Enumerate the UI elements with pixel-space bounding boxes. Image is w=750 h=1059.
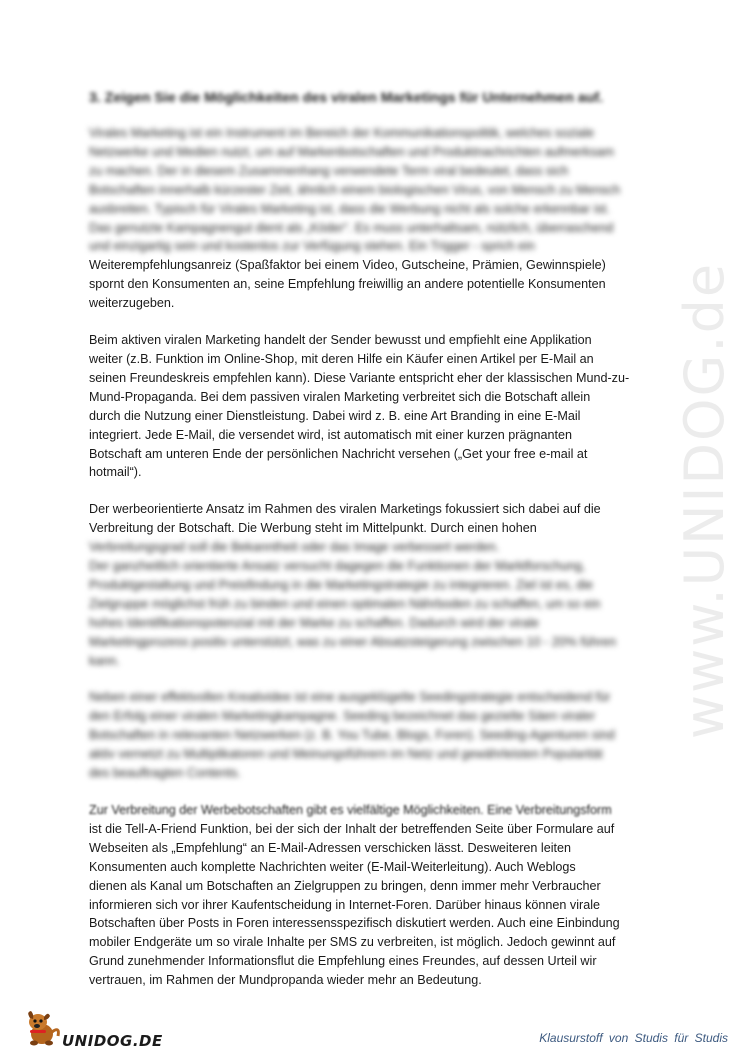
- text-line: Konsumenten auch komplette Nachrichten weiter (E-Mail-Weiterleitung). Auch Weblogs: [89, 859, 576, 874]
- text-line: weiterzugeben.: [89, 296, 175, 311]
- text-line: Marketingprozess positiv unterstützt, was zu einer Absatzsteigerung zwischen 10 - 20% führen: [89, 634, 617, 649]
- text-line: mobiler Endgeräte um so virale Inhalte per SMS zu verbreiten, ist möglich. Jedoch gewinnt auf: [89, 935, 616, 950]
- text-line: vertrauen, im Rahmen der Mundpropanda wieder mehr an Bedeutung.: [89, 973, 482, 988]
- paragraph-1: [89, 124, 655, 313]
- text-line: Mund-Propaganda. Bei dem passiven viralen Marketing verbreitet sich die Botschaft allein: [89, 389, 591, 404]
- text-line: Neben einer effektvollen Kreatividee ist eine ausgeklügelte Seedingstrategie entscheidend für: [89, 690, 611, 705]
- text-line: des beauftragten Contents.: [89, 766, 241, 781]
- watermark-text: www.UNIDOG.de: [673, 261, 737, 739]
- text-line: Verbreitungsgrad soll die Bekanntheit oder das Image verbessert werden.: [89, 540, 500, 555]
- logo-text: UNIDOG.DE: [62, 1032, 163, 1050]
- text-line: hohes Identifikationspotenzial mit der Marke zu schaffen. Dadurch wird der virale: [89, 615, 539, 630]
- text-line: zu machen. Der in diesem Zusammenhang verwendete Term viral bedeutet, dass sich: [89, 163, 569, 178]
- text-line: hotmail“).: [89, 465, 142, 480]
- text-line: den Erfolg einer viralen Marketingkampagne. Seeding bezeichnet das gezielte Säen viraler: [89, 709, 596, 724]
- paragraph-4: [89, 688, 655, 783]
- section-heading: 3. Zeigen Sie die Möglichkeiten des viralen Marketings für Unternehmen auf.: [89, 90, 604, 106]
- text-line: kann.: [89, 653, 120, 668]
- footer-slogan: Klausurstoff von Studis für Studis: [539, 1031, 728, 1045]
- text-line: Grund zunehmender Informationsflut die Empfehlung eines Freundes, auf dessen Urteil wir: [89, 954, 597, 969]
- paragraph-5: [89, 801, 655, 990]
- dog-icon: [22, 1008, 62, 1048]
- visible-text-block: [89, 256, 655, 313]
- text-line: integriert. Jede E-Mail, die versendet wird, ist automatisch mit einer kurzen prägnanten: [89, 427, 572, 442]
- text-line: Botschaften in relevanten Netzwerken (z. B. You Tube, Blogs, Foren). Seeding-Agenturen sind: [89, 728, 615, 743]
- visible-text-block: [89, 820, 655, 990]
- text-line: Der ganzheitlich orientierte Ansatz versucht dagegen die Funktionen der Marktforschung,: [89, 559, 586, 574]
- text-line: Botschaft am unteren Ende der persönlichen Nachricht versehen („Get your free e-mail at: [89, 446, 588, 461]
- text-line: Netzwerke und Medien nutzt, um auf Markenbotschaften und Produktnachrichten aufmerksam: [89, 144, 615, 159]
- text-line: Zielgruppe möglichst früh zu binden und einen optimalen Nährboden zu schaffen, um so ein: [89, 596, 601, 611]
- text-line: Webseiten als „Empfehlung“ an E-Mail-Adressen verschicken lässt. Desweiteren leiten: [89, 840, 572, 855]
- document-body: [89, 88, 655, 990]
- text-line: Produktgestaltung und Preisfindung in die Marketingstrategie zu integrieren. Ziel ist es, die: [89, 577, 594, 592]
- text-line: weiter (z.B. Funktion im Online-Shop, mit deren Hilfe ein Käufer einen Artikel per E-Mail an: [89, 351, 594, 366]
- text-line: und einzigartig sein und kostenlos zur Verfügung stehen. Ein Trigger - sprich ein: [89, 239, 535, 254]
- text-line: Virales Marketing ist ein Instrument im Bereich der Kommunikationspolitik, welches soziale: [89, 126, 595, 140]
- text-line: Beim aktiven viralen Marketing handelt der Sender bewusst und empfiehlt eine Applikation: [89, 333, 592, 348]
- text-line: informieren sich vor ihrer Kaufentscheidung in Internet-Foren. Darüber hinaus können virale: [89, 897, 601, 912]
- paragraph-3: [89, 500, 655, 670]
- text-line: Botschaften innerhalb kürzester Zeit, ähnlich einem biologischen Virus, von Mensch zu Mensch: [89, 182, 621, 197]
- text-line: Botschaften über Posts in Foren interessensspezifisch diskutiert werden. Auch eine Einbindung: [89, 916, 620, 931]
- text-line: dienen als Kanal um Botschaften an Zielgruppen zu bringen, denn immer mehr Verbraucher: [89, 878, 601, 893]
- text-line: ist die Tell-A-Friend Funktion, bei der sich der Inhalt der betreffenden Seite über Formulare auf: [89, 821, 615, 836]
- text-line: Der werbeorientierte Ansatz im Rahmen des viralen Marketings fokussiert sich dabei auf die: [89, 502, 601, 517]
- text-line: Das genutzte Kampagnengut dient als „Köder“. Es muss unterhaltsam, nützlich, überraschend: [89, 220, 614, 235]
- text-line: durch die Nutzung einer Dienstleistung. Dabei wird z. B. eine Art Branding in eine E-Mail: [89, 408, 581, 423]
- text-line: ausbreiten. Typisch für Virales Marketing ist, dass die Werbung nicht als solche erkennbar ist.: [89, 201, 610, 216]
- blurred-text-block: [89, 124, 655, 256]
- text-line: Verbreitung der Botschaft. Die Werbung steht im Mittelpunkt. Durch einen hohen: [89, 521, 537, 536]
- visible-text-block: [89, 500, 655, 538]
- text-line: spornt den Konsumenten an, seine Empfehlung freiwillig an andere potentielle Konsumenten: [89, 277, 606, 292]
- watermark: [665, 260, 745, 740]
- unidog-logo: [22, 1008, 162, 1048]
- text-line: seinen Freundeskreis empfehlen kann). Diese Variante entspricht eher der klassischen Mund-zu-: [89, 370, 630, 385]
- partially-blurred-line: Zur Verbreitung der Werbebotschaften gibt es vielfältige Möglichkeiten. Eine Verbreitungsform: [89, 803, 612, 817]
- text-line: aktiv vernetzt zu Multiplikatoren und Meinungsführern im Netz und gewährleisten Popularität: [89, 747, 603, 762]
- blurred-text-block: [89, 538, 655, 670]
- paragraph-2: [89, 331, 655, 482]
- text-line: Weiterempfehlungsanreiz (Spaßfaktor bei einem Video, Gutscheine, Prämien, Gewinnspiele): [89, 258, 606, 273]
